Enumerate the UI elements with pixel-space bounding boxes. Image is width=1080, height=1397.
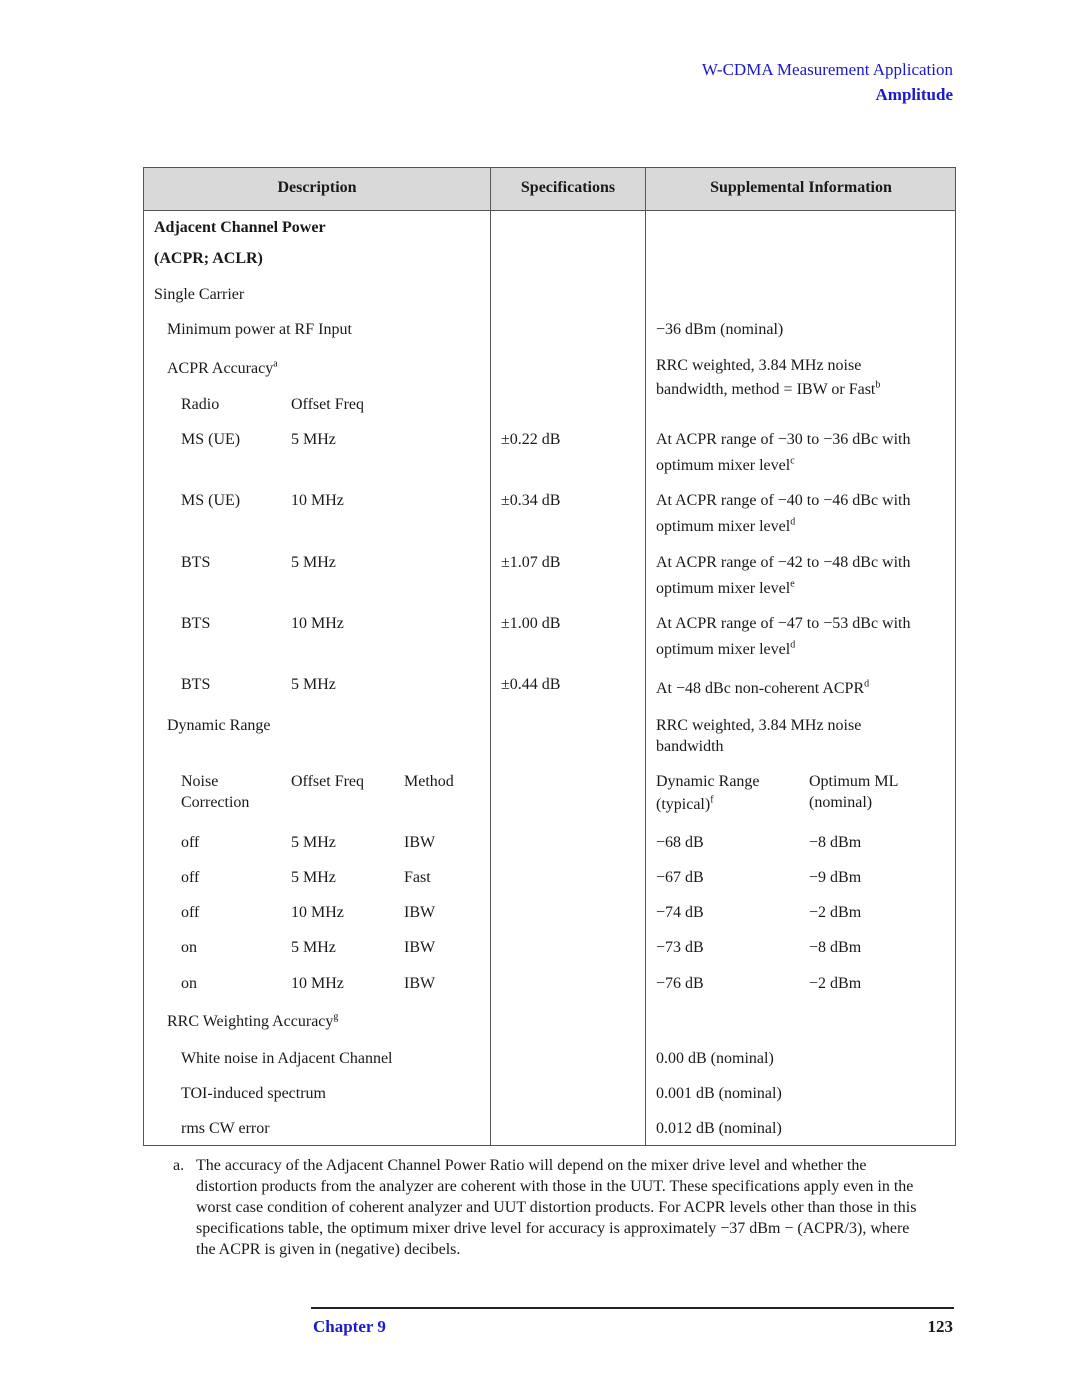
optimum-ml-cell: −2 dBm xyxy=(809,904,862,921)
footnote-ref: e xyxy=(790,578,795,590)
offset-cell: 10 MHz xyxy=(291,615,344,632)
spec-cell: ±0.44 dB xyxy=(501,676,561,693)
dyn-supp-line1: RRC weighted, 3.84 MHz noise xyxy=(656,717,862,734)
optimum-ml-cell: −8 dBm xyxy=(809,834,862,851)
method-cell: IBW xyxy=(404,904,436,921)
rrc-item-label: rms CW error xyxy=(181,1120,270,1137)
header-app-title: W-CDMA Measurement Application xyxy=(701,60,953,79)
noise-correction-cell: on xyxy=(181,975,197,992)
rrc-weighting-label: RRC Weighting Accuracy$^g$ xyxy=(167,1011,339,1030)
dynamic-range-cell: −73 dB xyxy=(656,939,704,956)
offset-column-label: Offset Freq xyxy=(291,396,365,413)
method-cell: IBW xyxy=(404,834,436,851)
column-divider xyxy=(490,168,491,1145)
footnote-ref: d xyxy=(790,516,796,528)
offset-cell: 10 MHz xyxy=(291,904,344,921)
dynamic-range-cell: −74 dB xyxy=(656,904,704,921)
supp-cell: optimum mixer level$^d$ xyxy=(656,516,796,535)
supp-cell: optimum mixer level$^d$ xyxy=(656,639,796,658)
dynamic-range-label: Dynamic Range xyxy=(167,717,271,734)
section-title: Adjacent Channel Power xyxy=(154,219,326,236)
optimum-ml-cell: −9 dBm xyxy=(809,869,862,886)
method-cell: IBW xyxy=(404,939,436,956)
offset-cell: 5 MHz xyxy=(291,431,336,448)
spec-cell: ±0.22 dB xyxy=(501,431,561,448)
dynamic-range-cell: −76 dB xyxy=(656,975,704,992)
offset-cell: 5 MHz xyxy=(291,554,336,571)
spec-table xyxy=(143,167,956,1146)
rrc-item-value: 0.001 dB (nominal) xyxy=(656,1085,782,1102)
rrc-item-label: TOI-induced spectrum xyxy=(181,1085,326,1102)
offset-cell: 5 MHz xyxy=(291,834,336,851)
col-header-supplemental: Supplemental Information xyxy=(710,179,892,196)
dynamic-range-cell: −67 dB xyxy=(656,869,704,886)
rrc-item-value: 0.00 dB (nominal) xyxy=(656,1050,774,1067)
method-cell: Fast xyxy=(404,869,431,886)
radio-cell: MS (UE) xyxy=(181,492,241,509)
footnote-ref: a xyxy=(273,358,278,370)
dynamic-range-header: (typical)$^f$ xyxy=(656,794,714,813)
supp-cell: optimum mixer level$^e$ xyxy=(656,578,795,597)
acpr-supp-line2: bandwidth, method = IBW or Fast$^b$ xyxy=(656,379,881,398)
supp-cell: At ACPR range of −30 to −36 dBc with xyxy=(656,431,911,448)
offset-cell: 5 MHz xyxy=(291,676,336,693)
noise-correction-cell: off xyxy=(181,834,200,851)
rrc-item-label: White noise in Adjacent Channel xyxy=(181,1050,393,1067)
dyn-supp-line2: bandwidth xyxy=(656,738,724,755)
footnote-ref: g xyxy=(333,1011,339,1023)
acpr-accuracy-label: ACPR Accuracy$^a$ xyxy=(167,358,278,377)
col-header-specifications: Specifications xyxy=(520,179,616,196)
col-header-description: Description xyxy=(277,179,357,196)
noise-correction-cell: on xyxy=(181,939,197,956)
footnote-ref: d xyxy=(790,639,796,651)
min-power-value: −36 dBm (nominal) xyxy=(656,321,784,338)
radio-cell: BTS xyxy=(181,554,211,571)
noise-correction-header: Correction xyxy=(181,794,250,811)
offset-freq-header: Offset Freq xyxy=(291,773,365,790)
offset-cell: 10 MHz xyxy=(291,492,344,509)
footnote-ref: c xyxy=(790,455,795,467)
offset-cell: 10 MHz xyxy=(291,975,344,992)
chapter-link[interactable]: Chapter 9 xyxy=(313,1317,386,1336)
footnote-ref: b xyxy=(875,379,881,391)
spec-cell: ±1.00 dB xyxy=(501,615,561,632)
footnote-ref: f xyxy=(710,794,714,806)
radio-column-label: Radio xyxy=(181,396,220,413)
footnote-text: The accuracy of the Adjacent Channel Power Ratio will depend on the mixer drive level and whether the distortion products from the analyzer are coherent with those in the UUT. These specifications apply even in the worst case condition of coherent analyzer and UUT distortion products. For ACPR levels other than those in this specifications table, the optimum mixer drive level for accuracy is approximately −37 dBm − (ACPR/3), where the ACPR is given in (negative) decibels. xyxy=(196,1157,917,1258)
rrc-item-value: 0.012 dB (nominal) xyxy=(656,1120,782,1137)
dynamic-range-header: Dynamic Range xyxy=(656,773,760,790)
method-header: Method xyxy=(404,773,454,790)
optimum-ml-header: Optimum ML xyxy=(809,773,899,790)
acpr-supp-line1: RRC weighted, 3.84 MHz noise xyxy=(656,357,862,374)
spec-cell: ±0.34 dB xyxy=(501,492,561,509)
footnote-ref: d xyxy=(864,678,870,690)
dynamic-range-cell: −68 dB xyxy=(656,834,704,851)
supp-cell: At ACPR range of −40 to −46 dBc with xyxy=(656,492,911,509)
radio-cell: BTS xyxy=(181,615,211,632)
offset-cell: 5 MHz xyxy=(291,939,336,956)
noise-correction-cell: off xyxy=(181,904,200,921)
supp-cell: At ACPR range of −42 to −48 dBc with xyxy=(656,554,911,571)
min-power-label: Minimum power at RF Input xyxy=(167,321,352,338)
footer-rule xyxy=(311,1307,954,1309)
optimum-ml-cell: −8 dBm xyxy=(809,939,862,956)
supp-cell: optimum mixer level$^c$ xyxy=(656,455,795,474)
noise-correction-cell: off xyxy=(181,869,200,886)
optimum-ml-cell: −2 dBm xyxy=(809,975,862,992)
supp-cell: At ACPR range of −47 to −53 dBc with xyxy=(656,615,911,632)
radio-cell: BTS xyxy=(181,676,211,693)
spec-cell: ±1.07 dB xyxy=(501,554,561,571)
noise-correction-header: Noise xyxy=(181,773,219,790)
footnote-mark: a. xyxy=(173,1157,185,1174)
radio-cell: MS (UE) xyxy=(181,431,241,448)
method-cell: IBW xyxy=(404,975,436,992)
section-subtitle: (ACPR; ACLR) xyxy=(154,250,263,267)
single-carrier-label: Single Carrier xyxy=(154,286,245,303)
column-divider xyxy=(645,168,646,1145)
supp-cell: At −48 dBc non-coherent ACPR$^d$ xyxy=(656,678,870,697)
page-number: 123 xyxy=(927,1317,953,1336)
optimum-ml-header: (nominal) xyxy=(809,794,873,811)
offset-cell: 5 MHz xyxy=(291,869,336,886)
header-section-title: Amplitude xyxy=(875,85,953,104)
